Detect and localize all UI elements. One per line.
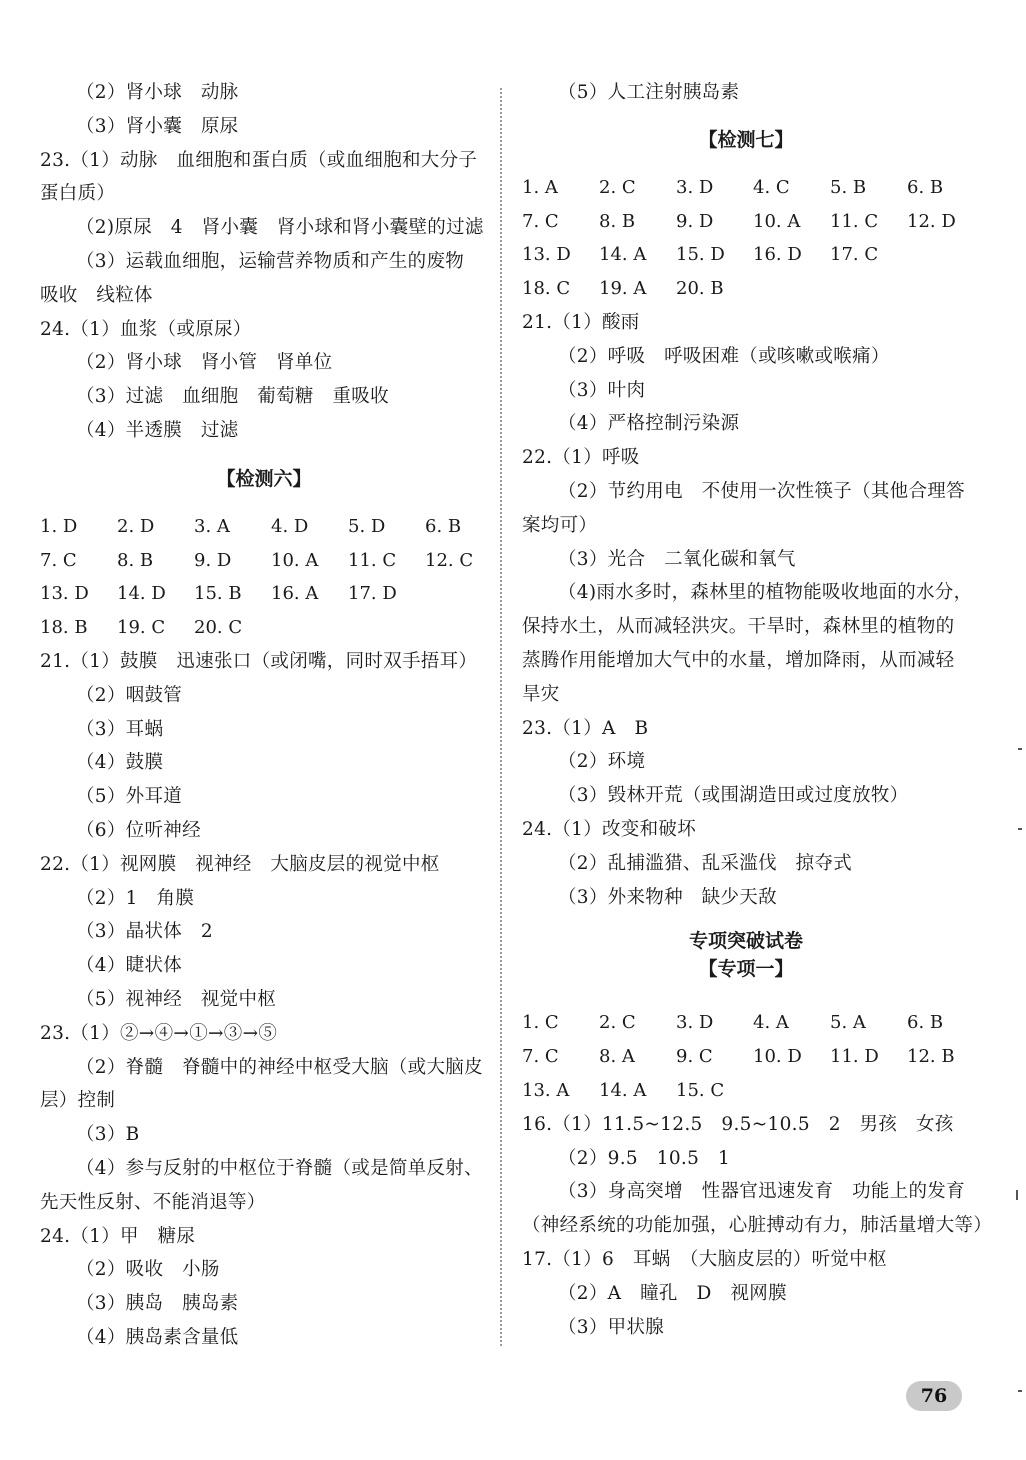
edge-mark bbox=[1018, 1390, 1022, 1392]
answer-cell: 20. B bbox=[676, 278, 724, 300]
answer-line: 保持水土，从而减轻洪灾。干旱时，森林里的植物的 bbox=[522, 616, 955, 638]
answer-line: （4）半透膜 过滤 bbox=[76, 419, 239, 441]
answer-cell: 10. D bbox=[753, 1046, 802, 1068]
answer-cell: 3. A bbox=[194, 515, 230, 537]
answer-cell: 17. D bbox=[348, 583, 397, 605]
answer-row bbox=[522, 238, 970, 272]
answer-line: （3）过滤 血细胞 葡萄糖 重吸收 bbox=[76, 386, 389, 408]
answer-line: 17.（1）6 耳蜗 （大脑皮层的）听觉中枢 bbox=[522, 1248, 887, 1270]
answer-line: （2）节约用电 不使用一次性筷子（其他合理答 bbox=[558, 480, 965, 502]
answer-line: （2）脊髓 脊髓中的神经中枢受大脑（或大脑皮 bbox=[76, 1056, 483, 1078]
answer-cell: 11. C bbox=[348, 549, 397, 571]
answer-cell: 6. B bbox=[907, 176, 944, 198]
answer-cell: 8. B bbox=[117, 549, 154, 571]
answer-cell: 12. D bbox=[907, 210, 956, 232]
answer-cell: 5. D bbox=[348, 515, 386, 537]
answer-line: （2）肾小球 动脉 bbox=[76, 82, 239, 103]
answer-line: （2）吸收 小肠 bbox=[76, 1259, 220, 1281]
answer-cell: 8. A bbox=[599, 1046, 635, 1068]
answer-line: 24.（1）血浆（或原尿） bbox=[40, 318, 252, 340]
answer-line: （3）耳蜗 bbox=[76, 718, 164, 740]
answer-line: （2)原尿 4 肾小囊 肾小球和肾小囊壁的过滤 bbox=[76, 217, 484, 239]
answer-cell: 16. D bbox=[753, 244, 802, 266]
answer-line: （2）呼吸 呼吸困难（或咳嗽或喉痛） bbox=[558, 345, 890, 367]
answer-cell: 5. A bbox=[830, 1012, 866, 1034]
answer-cell: 14. A bbox=[599, 244, 647, 266]
answer-line: （3）毁林开荒（或围湖造田或过度放牧） bbox=[558, 785, 909, 807]
answer-cell: 19. A bbox=[599, 278, 647, 300]
answer-line: （2）1 角膜 bbox=[76, 887, 195, 909]
answer-line: （5）视神经 视觉中枢 bbox=[76, 988, 277, 1010]
answer-row bbox=[522, 272, 970, 306]
answer-line: （5）人工注射胰岛素 bbox=[558, 82, 740, 103]
answer-line: （5）外耳道 bbox=[76, 786, 183, 808]
answer-cell: 7. C bbox=[40, 549, 77, 571]
answer-cell: 9. C bbox=[676, 1046, 713, 1068]
answer-line: （4）鼓膜 bbox=[76, 752, 164, 774]
left-column bbox=[40, 76, 488, 1355]
answer-line: （2）9.5 10.5 1 bbox=[558, 1147, 731, 1169]
section-heading: 【检测六】 bbox=[216, 467, 312, 490]
answer-line: （3）胰岛 胰岛素 bbox=[76, 1293, 239, 1315]
answer-cell: 2. C bbox=[599, 1012, 636, 1034]
section-heading: 【专项一】 bbox=[698, 958, 794, 981]
answer-line: 案均可） bbox=[522, 514, 598, 536]
answer-row bbox=[40, 577, 488, 611]
right-column bbox=[522, 76, 993, 1344]
answer-line: （3）晶状体 2 bbox=[76, 921, 213, 943]
answer-cell: 13. A bbox=[522, 1079, 570, 1101]
answer-line: （4）胰岛素含量低 bbox=[76, 1326, 239, 1348]
answer-line: 蒸腾作用能增加大气中的水量，增加降雨，从而减轻 bbox=[522, 649, 955, 671]
answer-line: 蛋白质） bbox=[40, 183, 116, 205]
answer-line: （4）参与反射的中枢位于脊髓（或是简单反射、 bbox=[76, 1157, 483, 1179]
answer-line: （3）身高突增 性器官迅速发育 功能上的发育 bbox=[558, 1181, 965, 1203]
answer-cell: 11. D bbox=[830, 1046, 879, 1068]
answer-cell: 7. C bbox=[522, 1046, 559, 1068]
answer-cell: 10. A bbox=[271, 549, 319, 571]
answer-line: 先天性反射、不能消退等） bbox=[40, 1191, 266, 1213]
answer-row bbox=[40, 510, 488, 544]
answer-line: （3）肾小囊 原尿 bbox=[76, 115, 239, 137]
answer-line: （2）A 瞳孔 D 视网膜 bbox=[558, 1282, 787, 1304]
answer-line: 层）控制 bbox=[40, 1090, 116, 1112]
answer-line: 24.（1）甲 糖尿 bbox=[40, 1225, 196, 1247]
answer-line: （2）肾小球 肾小管 肾单位 bbox=[76, 352, 333, 374]
answer-line: （3）甲状腺 bbox=[558, 1316, 665, 1338]
answer-cell: 16. A bbox=[271, 583, 319, 605]
answer-cell: 3. D bbox=[676, 176, 714, 198]
answer-line: （3）叶肉 bbox=[558, 379, 646, 401]
section-heading: 【检测七】 bbox=[698, 128, 794, 151]
answer-line: （3）B bbox=[76, 1124, 140, 1146]
answer-line: 22.（1）呼吸 bbox=[522, 447, 640, 469]
answer-row bbox=[40, 611, 488, 645]
answer-row bbox=[522, 171, 970, 205]
edge-mark bbox=[1018, 748, 1022, 750]
answer-line: 23.（1）动脉 血细胞和蛋白质（或血细胞和大分子 bbox=[40, 149, 478, 171]
answer-cell: 1. A bbox=[522, 176, 558, 198]
answer-cell: 12. C bbox=[425, 549, 474, 571]
edge-mark bbox=[1018, 828, 1022, 830]
answer-cell: 15. D bbox=[676, 244, 725, 266]
answer-line: 16.（1）11.5~12.5 9.5~10.5 2 男孩 女孩 bbox=[522, 1113, 954, 1135]
answer-cell: 2. C bbox=[599, 176, 636, 198]
answer-line: （4)雨水多时，森林里的植物能吸收地面的水分， bbox=[558, 582, 973, 604]
answer-line: 21.（1）鼓膜 迅速张口（或闭嘴，同时双手捂耳） bbox=[40, 650, 478, 672]
answer-line: （6）位听神经 bbox=[76, 819, 201, 841]
answer-cell: 6. B bbox=[907, 1012, 944, 1034]
answer-cell: 15. C bbox=[676, 1079, 725, 1101]
answer-cell: 4. D bbox=[271, 515, 309, 537]
answer-row bbox=[522, 1074, 970, 1108]
answer-cell: 7. C bbox=[522, 210, 559, 232]
answer-row bbox=[522, 1040, 970, 1074]
answer-cell: 5. B bbox=[830, 176, 867, 198]
answer-cell: 11. C bbox=[830, 210, 879, 232]
answer-line: （2）乱捕滥猎、乱采滥伐 掠夺式 bbox=[558, 852, 853, 874]
answer-line: 旱灾 bbox=[522, 683, 560, 705]
answer-cell: 4. C bbox=[753, 176, 790, 198]
answer-cell: 20. C bbox=[194, 617, 243, 639]
answer-cell: 6. B bbox=[425, 515, 462, 537]
answer-cell: 9. D bbox=[676, 210, 714, 232]
answer-cell: 1. C bbox=[522, 1012, 559, 1034]
page-number: 76 bbox=[906, 1381, 962, 1411]
answer-line: 22.（1）视网膜 视神经 大脑皮层的视觉中枢 bbox=[40, 853, 440, 875]
answer-cell: 9. D bbox=[194, 549, 232, 571]
answer-line: （2）咽鼓管 bbox=[76, 684, 183, 706]
answer-cell: 13. D bbox=[522, 244, 571, 266]
answer-cell: 18. B bbox=[40, 617, 88, 639]
answer-cell: 18. C bbox=[522, 278, 571, 300]
answer-line: （4）睫状体 bbox=[76, 955, 183, 977]
answer-line: （神经系统的功能加强，心脏搏动有力，肺活量增大等） bbox=[522, 1215, 993, 1237]
answer-cell: 10. A bbox=[753, 210, 801, 232]
answer-line: 23.（1）A B bbox=[522, 717, 649, 739]
section-heading: 专项突破试卷 bbox=[688, 930, 803, 953]
answer-line: 吸收 线粒体 bbox=[40, 284, 153, 306]
answer-line: 24.（1）改变和破坏 bbox=[522, 818, 696, 840]
answer-row bbox=[522, 205, 970, 239]
answer-line: （4）严格控制污染源 bbox=[558, 413, 740, 435]
answer-cell: 19. C bbox=[117, 617, 166, 639]
answer-line: （3）外来物种 缺少天敌 bbox=[558, 886, 777, 908]
answer-row bbox=[40, 544, 488, 578]
answer-cell: 15. B bbox=[194, 583, 242, 605]
answer-row bbox=[522, 1006, 970, 1040]
answer-cell: 8. B bbox=[599, 210, 636, 232]
answer-cell: 4. A bbox=[753, 1012, 789, 1034]
answer-cell: 2. D bbox=[117, 515, 155, 537]
answer-line: （3）运载血细胞，运输营养物质和产生的废物 bbox=[76, 250, 465, 272]
answer-cell: 17. C bbox=[830, 244, 879, 266]
answer-cell: 14. D bbox=[117, 583, 166, 605]
answer-cell: 12. B bbox=[907, 1046, 955, 1068]
answer-cell: 3. D bbox=[676, 1012, 714, 1034]
edge-mark bbox=[1016, 1190, 1018, 1200]
answer-line: （3）光合 二氧化碳和氧气 bbox=[558, 548, 796, 570]
answer-cell: 13. D bbox=[40, 583, 89, 605]
column-divider bbox=[500, 88, 502, 1346]
answer-line: 23.（1）②→④→①→③→⑤ bbox=[40, 1022, 278, 1044]
answer-line: （2）环境 bbox=[558, 751, 646, 773]
answer-cell: 1. D bbox=[40, 515, 78, 537]
answer-line: 21.（1）酸雨 bbox=[522, 311, 640, 333]
answer-cell: 14. A bbox=[599, 1079, 647, 1101]
